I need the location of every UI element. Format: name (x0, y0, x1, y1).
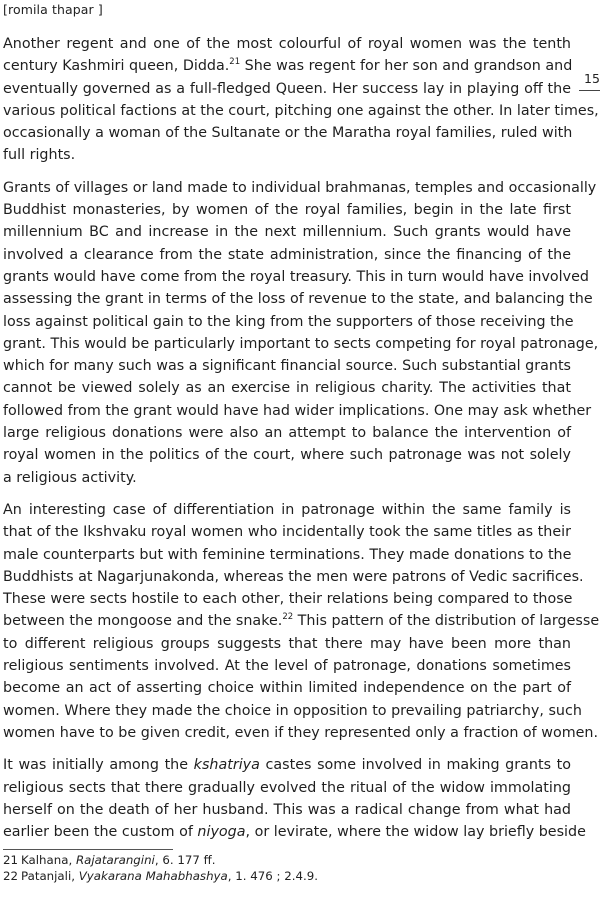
text-line: to different religious groups suggests that there may have been more than (3, 635, 571, 652)
text-line: women have to be given credit, even if they represented only a fraction of women. (3, 724, 599, 741)
footnote-title: Vyakarana Mahabhashya (78, 868, 228, 883)
text-line: herself on the death of her husband. This was a radical change from what had (3, 801, 571, 818)
footnote-author: Kalhana, (21, 853, 76, 867)
text-line: These were sects hostile to each other, their relations being compared to those (3, 591, 573, 608)
text-line: women. Where they made the choice in opposition to prevailing patriarchy, such (3, 702, 582, 719)
text-line: It was initially among the kshatriya castes some involved in making grants to (3, 757, 571, 774)
footnote-title: Rajatarangini (75, 853, 155, 867)
text-line: assessing the grant in terms of the loss of revenue to the state, and balancing the (3, 291, 593, 308)
footnote-ref: , 6. 177 ff. (154, 853, 216, 867)
text-line: An interesting case of differentiation in patronage within the same family is (3, 501, 571, 518)
text-line: eventually governed as a full-fledged Queen. Her success lay in playing off the (3, 80, 571, 97)
text-line: large religious donations were also an attempt to balance the intervention of (3, 425, 571, 442)
text-line: earlier been the custom of niyoga, or levirate, where the widow lay briefly beside (3, 824, 586, 841)
running-header: [romila thapar ] (3, 2, 103, 17)
text-line: grants would have come from the royal treasury. This in turn would have involved (3, 268, 589, 285)
footnote-divider (3, 849, 173, 850)
text-line: religious sects that there gradually evolved the ritual of the widow immolating (3, 779, 571, 796)
footnote-marker: 22 (282, 612, 294, 623)
footnotes (3, 853, 318, 884)
footnote-ref: , 1. 476 ; 2.4.9. (227, 868, 319, 883)
text-line: Another regent and one of the most colourful of royal women was the tenth (3, 36, 571, 52)
paragraph (3, 177, 599, 489)
footnote-number: 22 (3, 868, 19, 883)
text-line: cannot be viewed solely as an exercise in religious charity. The activities that (3, 380, 571, 397)
text-line: between the mongoose and the snake.$^{22}$ This pattern of the distribution of largesse (3, 612, 600, 630)
footnote (3, 869, 318, 885)
text-line: Buddhist monasteries, by women of the royal families, begin in the late first (3, 202, 571, 219)
text-line: millennium BC and increase in the next millennium. Such grants would have (3, 224, 571, 241)
text-line: Grants of villages or land made to individual brahmanas, temples and occasionally (3, 179, 597, 196)
text-line: followed from the grant would have had wider implications. One may ask whether (3, 402, 592, 419)
text-line: male counterparts but with feminine terminations. They made donations to the (3, 546, 572, 563)
text-line: religious sentiments involved. At the level of patronage, donations sometimes (3, 658, 571, 675)
text-line: which for many such was a significant financial source. Such substantial grants (3, 358, 571, 375)
text-line: Buddhists at Nagarjunakonda, whereas the men were patrons of Vedic sacrifices. (3, 568, 584, 585)
paragraph (3, 754, 586, 843)
text-line: that of the Ikshvaku royal women who incidentally took the same titles as their (3, 524, 571, 541)
text-line: a religious activity. (3, 469, 137, 486)
footnote-author: Patanjali, (21, 868, 79, 883)
footnote-marker: 21 (229, 57, 241, 68)
italic-term: niyoga (197, 824, 246, 841)
page-number-rule (579, 90, 600, 91)
page-number: 15 (584, 71, 600, 86)
text-line: grant. This would be particularly important to sects competing for royal patronage, (3, 335, 599, 352)
text-line: century Kashmiri queen, Didda.$^{21}$ She was regent for her son and grandson and (3, 57, 573, 75)
text-line: become an act of asserting choice within limited independence on the part of (3, 680, 571, 697)
text-line: loss against political gain to the king from the supporters of those receiving the (3, 313, 574, 330)
text-line: various political factions at the court, pitching one against the other. In later times, (3, 102, 599, 119)
text-line: royal women in the politics of the court, where such patronage was not solely (3, 447, 571, 464)
text-line: occasionally a woman of the Sultanate or the Maratha royal families, ruled with (3, 125, 573, 142)
footnote-number: 21 (3, 853, 19, 867)
text-line: full rights. (3, 147, 76, 164)
italic-term: kshatriya (193, 757, 260, 774)
footnote (3, 853, 318, 869)
text-line: involved a clearance from the state administration, since the financing of the (3, 246, 571, 263)
paragraph (3, 499, 600, 744)
